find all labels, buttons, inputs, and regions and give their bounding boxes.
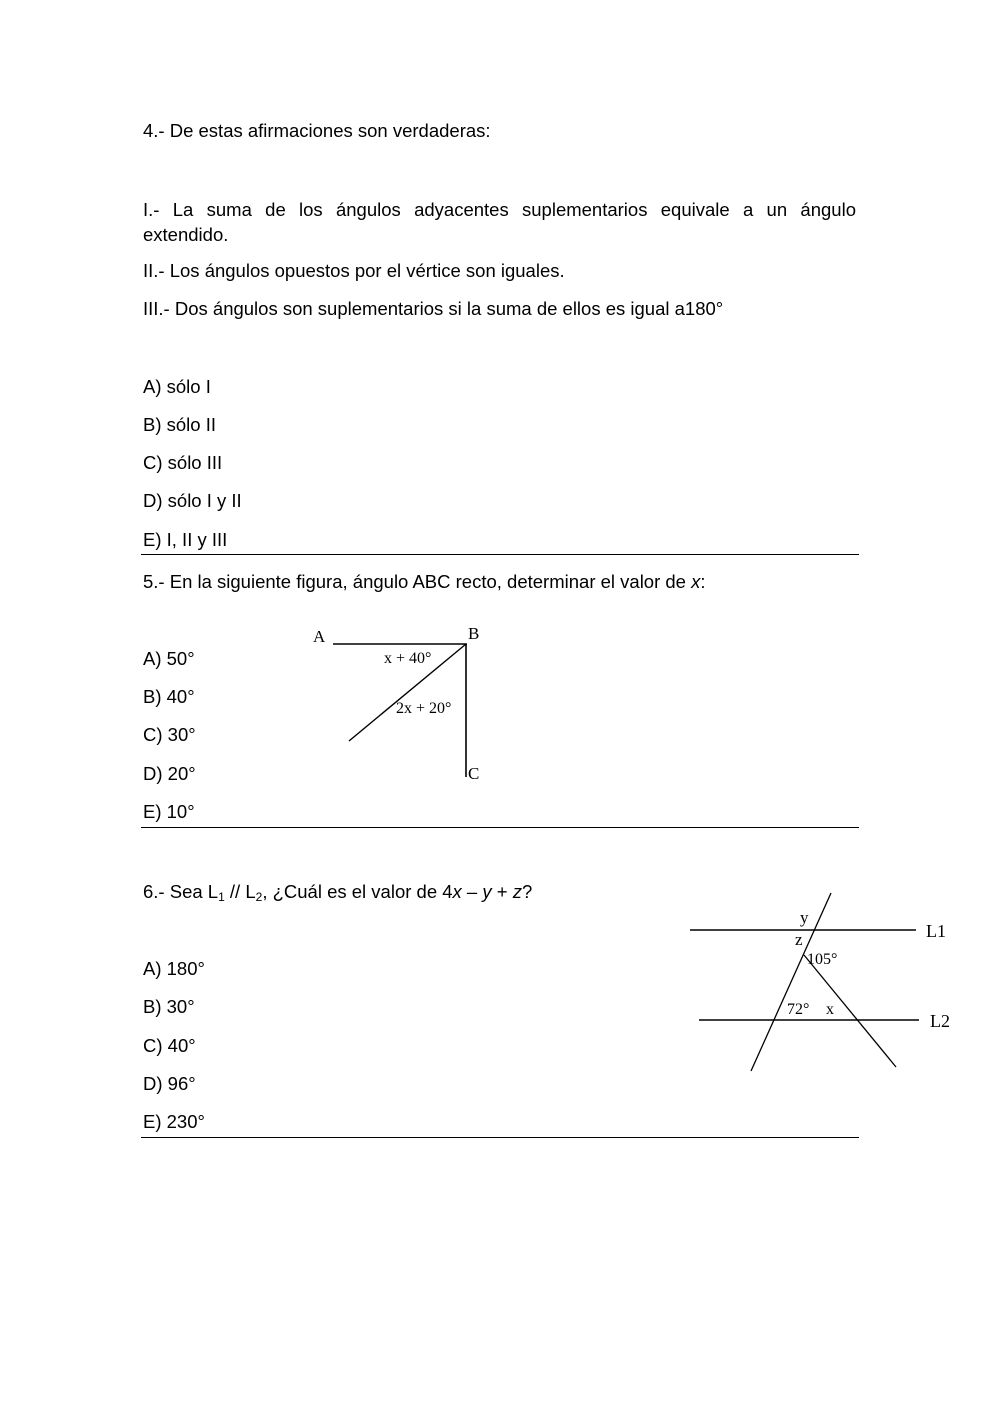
- q5-option-e[interactable]: E) 10°: [143, 801, 195, 822]
- q6-option-d[interactable]: D) 96°: [143, 1073, 196, 1094]
- q5-figure: [300, 615, 500, 790]
- q6-var-z: z: [512, 881, 522, 902]
- q5-title-text: 5.- En la siguiente figura, ángulo ABC recto, determinar el valor de: [143, 571, 692, 592]
- q4-title: 4.- De estas afirmaciones son verdaderas:: [143, 120, 491, 141]
- q4-option-e[interactable]: E) I, II y III: [143, 529, 228, 550]
- q6-title-end: ?: [521, 881, 533, 902]
- q6-title-mid: // L: [224, 881, 256, 902]
- q5-divider: [141, 827, 859, 828]
- q5-title-colon: :: [700, 571, 706, 592]
- angle-label-top: x + 40°: [384, 650, 432, 667]
- q6-divider: [141, 1137, 859, 1138]
- q6-option-a[interactable]: A) 180°: [143, 958, 205, 979]
- q4-statement-1: I.- La suma de los ángulos adyacentes suplementarios equivale a un ángulo extendido.: [143, 199, 856, 245]
- q6-minus: –: [461, 881, 483, 902]
- q5-option-d[interactable]: D) 20°: [143, 763, 196, 784]
- transversal-left: [751, 893, 831, 1071]
- label-x: x: [826, 1001, 834, 1018]
- q6-title-text: 6.- Sea L: [143, 881, 219, 902]
- label-c: C: [468, 764, 480, 783]
- q5-title: [143, 571, 706, 593]
- q5-option-b[interactable]: B) 40°: [143, 686, 195, 707]
- q4-statement-3: III.- Dos ángulos son suplementarios si la suma de ellos es igual a180°: [143, 298, 724, 319]
- q6-title-question: , ¿Cuál es el valor de 4: [262, 881, 453, 902]
- angle-label-bottom: 2x + 20°: [396, 700, 452, 717]
- q4-option-c[interactable]: C) sólo III: [143, 452, 223, 473]
- q6-var-y: y: [482, 881, 492, 902]
- label-z: z: [795, 930, 803, 949]
- label-105: 105°: [807, 951, 838, 968]
- label-a: A: [313, 627, 326, 646]
- q4-option-a[interactable]: A) sólo I: [143, 376, 211, 397]
- q4-divider: [141, 554, 859, 555]
- q5-option-c[interactable]: C) 30°: [143, 724, 196, 745]
- label-l1: L1: [926, 921, 946, 941]
- q6-title: [143, 881, 532, 903]
- q6-option-b[interactable]: B) 30°: [143, 996, 195, 1017]
- q6-sub-2: 2: [255, 890, 263, 904]
- label-b: B: [468, 624, 480, 643]
- label-y: y: [800, 908, 809, 927]
- q4-option-b[interactable]: B) sólo II: [143, 414, 216, 435]
- q5-title-var: x: [691, 571, 701, 592]
- q4-statement-2: II.- Los ángulos opuestos por el vértice son iguales.: [143, 260, 565, 281]
- q6-figure: [680, 885, 970, 1080]
- q4-option-d[interactable]: D) sólo I y II: [143, 490, 242, 511]
- q6-option-e[interactable]: E) 230°: [143, 1111, 205, 1132]
- q5-option-a[interactable]: A) 50°: [143, 648, 195, 669]
- transversal-right: [804, 955, 896, 1067]
- q6-var-x: x: [452, 881, 462, 902]
- q6-sub-1: 1: [218, 890, 225, 904]
- q6-option-c[interactable]: C) 40°: [143, 1035, 196, 1056]
- label-l2: L2: [930, 1011, 950, 1031]
- q6-plus: +: [491, 881, 513, 902]
- label-72: 72°: [787, 1001, 810, 1018]
